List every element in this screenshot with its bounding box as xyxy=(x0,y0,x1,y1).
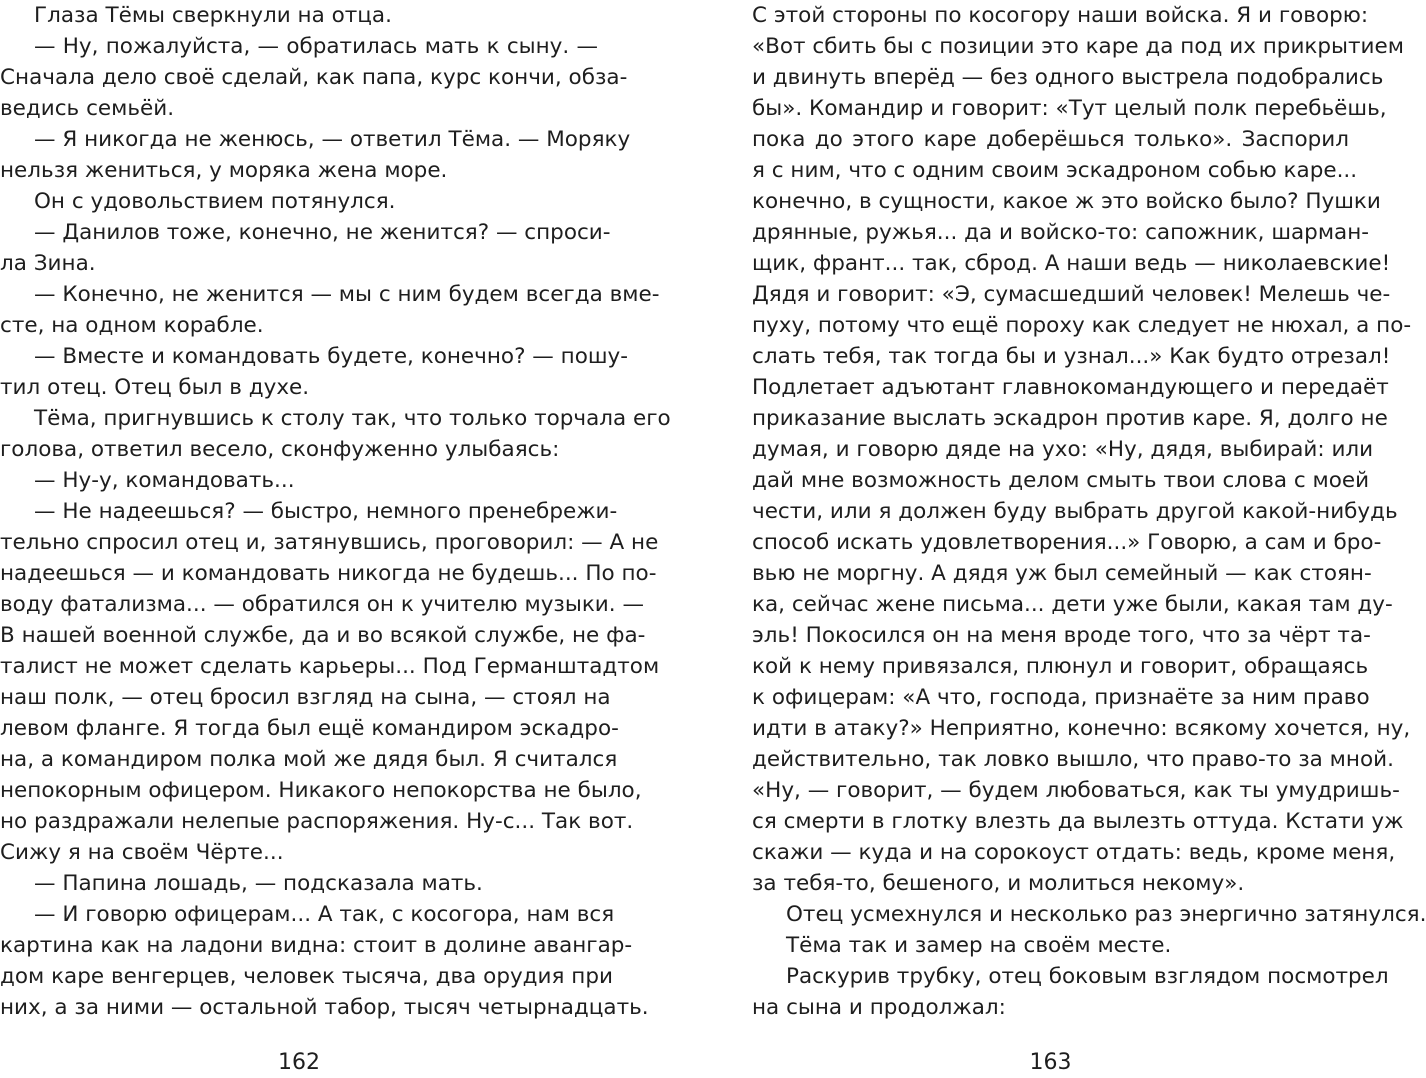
text-line: ведись семьёй. xyxy=(0,96,175,121)
text-line: талист не может сделать карьеры... Под Германштадтом xyxy=(0,654,660,679)
text-line: приказание выслать эскадрон против каре. Я, долго не xyxy=(752,406,1388,431)
text-line: ка, сейчас жене письма... дети уже были, какая там ду- xyxy=(752,592,1393,617)
text-line: С этой стороны по косогору наши войска. Я и говорю: xyxy=(752,3,1369,28)
text-line: них, а за ними — остальной табор, тысяч четырнадцать. xyxy=(0,995,649,1020)
text-line: Он с удовольствием потянулся. xyxy=(34,189,396,214)
text-line: Отец усмехнулся и несколько раз энергично затянулся. xyxy=(786,902,1426,927)
text-line: бы». Командир и говорит: «Тут целый полк перебьёшь, xyxy=(752,96,1387,121)
text-line: нельзя жениться, у моряка жена море. xyxy=(0,158,448,183)
text-line: В нашей военной службе, да и во всякой службе, не фа- xyxy=(0,623,646,648)
text-line: способ искать удовлетворения...» Говорю, а сам и бро- xyxy=(752,530,1382,555)
text-line: — Данилов тоже, конечно, не женится? — спроси- xyxy=(34,220,611,245)
text-line: идти в атаку?» Неприятно, конечно: всякому хочется, ну, xyxy=(752,716,1411,741)
text-line: — И говорю офицерам... А так, с косогора, нам вся xyxy=(34,902,615,927)
text-line: вью не моргну. А дядя уж был семейный — как стоян- xyxy=(752,561,1372,586)
text-line: картина как на ладони видна: стоит в долине авангар- xyxy=(0,933,633,958)
text-line: Раскурив трубку, отец боковым взглядом посмотрел xyxy=(786,964,1389,989)
text-line: и двинуть вперёд — без одного выстрела подобрались xyxy=(752,65,1384,90)
text-line: дрянные, ружья... да и войско-то: сапожник, шарман- xyxy=(752,220,1370,245)
text-line: конечно, в сущности, какое ж это войско было? Пушки xyxy=(752,189,1381,214)
text-line: тельно спросил отец и, затянувшись, проговорил: — А не xyxy=(0,530,659,555)
text-line: действительно, так ловко вышло, что право-то за мной. xyxy=(752,747,1394,772)
text-line: Подлетает адъютант главнокомандующего и передаёт xyxy=(752,375,1389,400)
text-line: «Ну, — говорит, — будем любоваться, как ты умудришь- xyxy=(752,778,1400,803)
text-line: к офицерам: «А что, господа, признаёте за ним право xyxy=(752,685,1370,710)
text-line: на, а командиром полка мой же дядя был. Я считался xyxy=(0,747,618,772)
text-line: — Вместе и командовать будете, конечно? — пошу- xyxy=(34,344,629,369)
text-line: щик, франт... так, сброд. А наши ведь — николаевские! xyxy=(752,251,1391,276)
text-line: скажи — куда и на сорокоуст отдать: ведь, кроме меня, xyxy=(752,840,1396,865)
text-line: воду фатализма... — обратился он к учителю музыки. — xyxy=(0,592,644,617)
text-line: сте, на одном корабле. xyxy=(0,313,264,338)
text-line: — Конечно, не женится — мы с ним будем всегда вме- xyxy=(34,282,660,307)
text-line: Дядя и говорит: «Э, сумасшедший человек! Мелешь че- xyxy=(752,282,1391,307)
text-line: чести, или я должен буду выбрать другой какой-нибудь xyxy=(752,499,1398,524)
text-line: эль! Покосился он на меня вроде того, что за чёрт та- xyxy=(752,623,1371,648)
left-page-number: 162 xyxy=(278,1050,320,1075)
text-line: слать тебя, так тогда бы и узнал...» Как будто отрезал! xyxy=(752,344,1391,369)
text-line: Тёма так и замер на своём месте. xyxy=(786,933,1172,958)
text-line: — Ну, пожалуйста, — обратилась мать к сыну. — xyxy=(34,34,598,59)
text-line: дом каре венгерцев, человек тысяча, два орудия при xyxy=(0,964,613,989)
text-line: левом фланге. Я тогда был ещё командиром эскадро- xyxy=(0,716,619,741)
text-line: надеешься — и командовать никогда не будешь... По по- xyxy=(0,561,657,586)
text-line: я с ним, что с одним своим эскадроном собью каре... xyxy=(752,158,1358,183)
text-line: тил отец. Отец был в духе. xyxy=(0,375,310,400)
text-line: думая, и говорю дяде на ухо: «Ну, дядя, выбирай: или xyxy=(752,437,1374,462)
text-line: — Ну-у, командовать... xyxy=(34,468,295,493)
text-line: но раздражали нелепые распоряжения. Ну-с... Так вот. xyxy=(0,809,634,834)
text-line: Сижу я на своём Чёрте... xyxy=(0,840,284,865)
text-line: — Не надеешься? — быстро, немного пренебрежи- xyxy=(34,499,618,524)
text-line: Сначала дело своё сделай, как папа, курс кончи, обза- xyxy=(0,65,628,90)
text-line: наш полк, — отец бросил взгляд на сына, — стоял на xyxy=(0,685,611,710)
text-line: «Вот сбить бы с позиции это каре да под их прикрытием xyxy=(752,34,1404,59)
text-line: на сына и продолжал: xyxy=(752,995,1006,1020)
text-line: — Папина лошадь, — подсказала мать. xyxy=(34,871,483,896)
text-line: — Я никогда не женюсь, — ответил Тёма. — Моряку xyxy=(34,127,631,152)
text-line: за тебя-то, бешеного, и молиться некому». xyxy=(752,871,1245,896)
text-line: ла Зина. xyxy=(0,251,96,276)
text-line: пока до этого каре доберёшься только». Заспорил xyxy=(752,127,1349,152)
text-line: дай мне возможность делом смыть твои слова с моей xyxy=(752,468,1370,493)
text-line: непокорным офицером. Никакого непокорства не было, xyxy=(0,778,642,803)
text-line: пуху, потому что ещё пороху как следует не нюхал, а по- xyxy=(752,313,1412,338)
text-line: ся смерти в глотку влезть да вылезть оттуда. Кстати уж xyxy=(752,809,1404,834)
text-line: Тёма, пригнувшись к столу так, что только торчала его xyxy=(34,406,671,431)
text-line: Глаза Тёмы сверкнули на отца. xyxy=(34,3,392,28)
text-line: голова, ответил весело, сконфуженно улыбаясь: xyxy=(0,437,560,462)
text-line: кой к нему привязался, плюнул и говорит, обращаясь xyxy=(752,654,1369,679)
right-page-number: 163 xyxy=(1029,1050,1072,1075)
